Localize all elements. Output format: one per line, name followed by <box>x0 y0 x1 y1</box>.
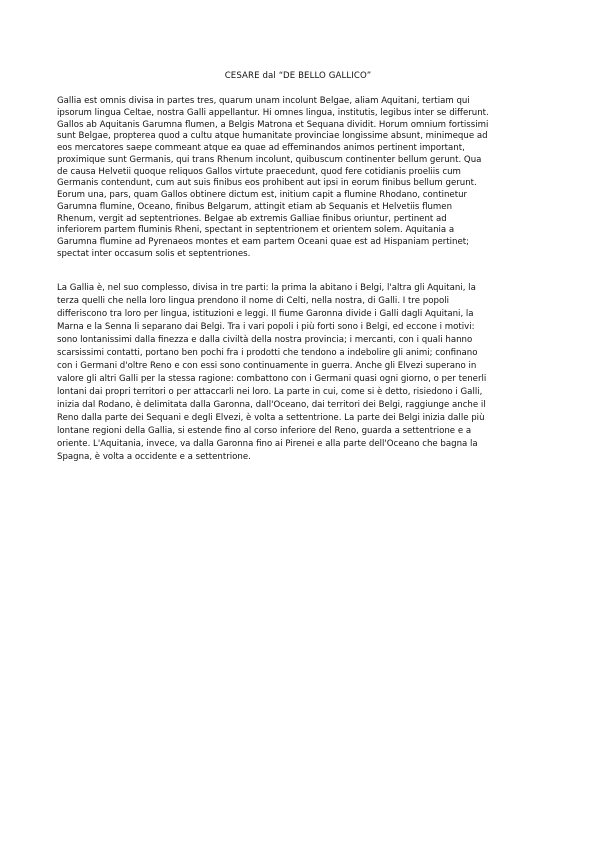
latin-line: Garumna flumine, Oceano, finibus Belgarum, attingit etiam ab Sequanis et Helvetiis flumen <box>57 201 453 212</box>
italian-line: inizia dal Rodano, è delimitata dalla Garonna, dall'Oceano, dai territori dei Belgi, raggiunge anche il <box>57 400 486 410</box>
latin-line: spectat inter occasum solis et septentriones. <box>57 248 251 259</box>
italian-paragraph <box>57 282 547 464</box>
latin-line: proximique sunt Germanis, qui trans Rhenum incolunt, quibuscum continenter bellum gerunt. Qua <box>57 154 482 165</box>
latin-line: Gallia est omnis divisa in partes tres, quarum unam incolunt Belgae, aliam Aquitani, tertiam qui <box>57 96 470 106</box>
latin-line: ipsorum lingua Celtae, nostra Galli appellantur. Hi omnes lingua, institutis, legibus inter se differunt. <box>57 107 489 118</box>
italian-line: Reno dalla parte dei Sequani e degli Elvezi, è volta a settentrione. La parte dei Belgi inizia dalle più <box>57 413 485 423</box>
italian-line: Marna e la Senna li separano dai Belgi. Tra i vari popoli i più forti sono i Belgi, ed eccone i motivi: <box>57 322 475 332</box>
latin-line: de causa Helvetii quoque reliquos Gallos virtute praecedunt, quod fere cotidianis proeliis cum <box>57 166 461 177</box>
latin-line: Gallos ab Aquitanis Garumna flumen, a Belgis Matrona et Sequana dividit. Horum omnium fortissimi <box>57 119 489 130</box>
italian-line: La Gallia è, nel suo complesso, divisa in tre parti: la prima la abitano i Belgi, l'altra gli Aquitani, la <box>57 283 476 293</box>
italian-line: differiscono tra loro per lingua, istituzioni e leggi. Il fiume Garonna divide i Galli dagli Aquitani, la <box>57 309 474 319</box>
latin-line: eos mercatores saepe commeant atque ea quae ad effeminandos animos pertinent important, <box>57 143 465 153</box>
latin-line: inferiorem partem fluminis Rheni, spectant in septentrionem et orientem solem. Aquitania a <box>57 225 455 236</box>
italian-line: sono lontanissimi dalla finezza e dalla civiltà della nostra provincia; i mercanti, con i quali hanno <box>57 335 473 345</box>
latin-line: Garumna flumine ad Pyrenaeos montes et eam partem Oceani quae est ad Hispaniam pertinet; <box>57 237 470 247</box>
document-title: CESARE dal “DE BELLO GALLICO” <box>224 71 372 81</box>
latin-line: Eorum una, pars, quam Gallos obtinere dictum est, initium capit a flumine Rhodano, continetur <box>57 190 468 200</box>
italian-line: Spagna, è volta a occidente e a settentrione. <box>57 452 251 462</box>
italian-line: lontane regioni della Gallia, si estende fino al corso inferiore del Reno, guarda a settentrione e a <box>57 426 472 436</box>
latin-line: Germanis contendunt, cum aut suis finibus eos prohibent aut ipsi in eorum finibus bellum gerunt. <box>57 178 477 189</box>
latin-paragraph <box>57 96 547 261</box>
italian-line: oriente. L'Aquitania, invece, va dalla Garonna fino ai Pirenei e alla parte dell'Oceano che bagna la <box>57 439 478 449</box>
italian-line: terza quelli che nella loro lingua prendono il nome di Celti, nella nostra, di Galli. I tre popoli <box>57 296 449 306</box>
italian-line: lontani dai propri territori o per attaccarli nei loro. La parte in cui, come si è detto, risiedono i Galli, <box>57 387 483 397</box>
latin-line: sunt Belgae, propterea quod a cultu atque humanitate provinciae longissime absunt, minimeque ad <box>57 131 488 142</box>
italian-line: valore gli altri Galli per la stessa ragione: combattono con i Germani quasi ogni giorno, o per tenerli <box>57 374 487 384</box>
italian-line: scarsissimi contatti, portano ben pochi fra i prodotti che tendono a indebolire gli animi; confinano <box>57 348 478 358</box>
italian-line: con i Germani d'oltre Reno e con essi sono continuamente in guerra. Anche gli Elvezi superano in <box>57 361 477 371</box>
latin-line: Rhenum, vergit ad septentriones. Belgae ab extremis Galliae finibus oriuntur, pertinent ad <box>57 213 447 224</box>
